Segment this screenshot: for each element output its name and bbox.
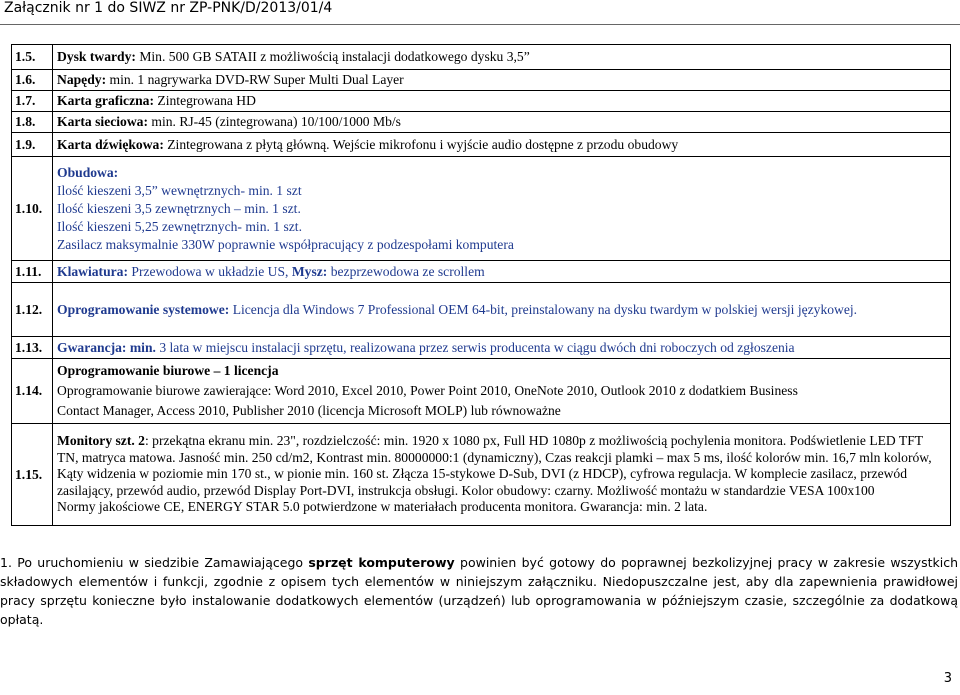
row-number: 1.10. bbox=[12, 157, 53, 261]
footnote-bold: sprzęt komputerowy bbox=[308, 555, 455, 570]
row-label: Oprogramowanie systemowe: bbox=[57, 302, 230, 317]
row-text: 3 lata w miejscu instalacji sprzętu, realizowana przez serwis producenta w ciągu dwóch dni roboczych od zgłoszenia bbox=[155, 339, 795, 355]
case-line-1: Ilość kieszeni 3,5” wewnętrznych- min. 1 szt bbox=[57, 182, 302, 198]
office-line-2: Contact Manager, Access 2010, Publisher 2010 (licencja Microsoft MOLP) lub równoważne bbox=[57, 403, 561, 418]
row-label: Karta sieciowa: bbox=[57, 114, 148, 129]
row-content bbox=[53, 359, 951, 424]
row-content bbox=[53, 283, 951, 337]
table-row bbox=[12, 424, 951, 526]
row-content bbox=[53, 45, 951, 70]
footnote bbox=[0, 553, 958, 629]
case-line-2: Ilość kieszeni 3,5 zewnętrznych – min. 1 szt. bbox=[57, 200, 301, 216]
row-content bbox=[53, 424, 951, 526]
row-text: Zintegrowana HD bbox=[154, 93, 256, 108]
row-label: Karta dźwiękowa: bbox=[57, 136, 164, 152]
row-number: 1.13. bbox=[12, 337, 53, 359]
row-text: : przekątna ekranu min. 23", rozdzielczość: min. 1920 x 1080 px, Full HD 1080p z możliwością pochylenia monitora. Podświetlenie LED TFT TN, matryca matowa. Jasność min. 250 cd/m2, Kontrast min. 80000000:1 (dynamiczny), Czas reakcji plamki – max 5 ms, ilość kolorów min. 16,7 mln kolorów, Kąty widzenia w poziomie min 170 st., w pionie min. 160 st. Złącza 15-stykowe D-Sub, DVI (z HDCP), cyfrowa regulacja. W komplecie zasilacz, przewód zasilający, przewód audio, przewód Display Port-DVI, instrukcja obsługi. Kolor obudowy: czarny. Możliwość montażu w standardzie VESA 100x100 bbox=[57, 433, 932, 498]
row-number: 1.5. bbox=[12, 45, 53, 70]
row-text: min. 1 nagrywarka DVD-RW Super Multi Dual Layer bbox=[106, 72, 404, 87]
row-label: Dysk twardy: bbox=[57, 49, 136, 64]
row-text: Zintegrowana z płytą główną. bbox=[163, 136, 330, 152]
row-content bbox=[53, 157, 951, 261]
table-row bbox=[12, 261, 951, 283]
header-rule bbox=[0, 24, 960, 25]
monitor-description bbox=[57, 433, 932, 498]
row-text: Licencja dla Windows 7 Professional OEM 64-bit, preinstalowany na dysku twardym w polskiej wersji językowej. bbox=[229, 302, 858, 317]
table-row bbox=[12, 112, 951, 133]
row-content bbox=[53, 112, 951, 133]
footnote-pre: 1. Po uruchomieniu w siedzibie Zamawiającego bbox=[0, 555, 309, 570]
case-line-4: Zasilacz maksymalnie 330W poprawnie współpracujący z podzespołami komputera bbox=[57, 236, 514, 252]
row-number: 1.14. bbox=[12, 359, 53, 424]
row-label: Klawiatura: bbox=[57, 263, 128, 279]
row-content bbox=[53, 261, 951, 283]
table-row bbox=[12, 157, 951, 261]
table-row bbox=[12, 337, 951, 359]
row-number: 1.11. bbox=[12, 261, 53, 283]
row-number: 1.9. bbox=[12, 133, 53, 157]
page-number: 3 bbox=[943, 671, 952, 686]
table-row bbox=[12, 283, 951, 337]
row-label: Oprogramowanie biurowe – 1 licencja bbox=[57, 363, 279, 378]
table-row bbox=[12, 133, 951, 157]
row-label: Karta graficzna: bbox=[57, 93, 155, 108]
row-label: Monitory szt. 2 bbox=[57, 433, 145, 449]
table-row bbox=[12, 70, 951, 91]
office-line-1: Oprogramowanie biurowe zawierające: Word 2010, Excel 2010, Power Point 2010, OneNote 2010, Outlook 2010 z dodatkiem Business bbox=[57, 383, 798, 398]
monitor-last-line: Normy jakościowe CE, ENERGY STAR 5.0 potwierdzone w materiałach producenta monitora. Gwarancja: min. 2 lata. bbox=[57, 499, 708, 515]
table-row bbox=[12, 91, 951, 112]
row-number: 1.15. bbox=[12, 424, 53, 526]
row-content bbox=[53, 133, 951, 157]
row-label: Gwarancja: min. bbox=[57, 339, 156, 355]
row-label: Napędy: bbox=[57, 72, 107, 87]
spec-table bbox=[11, 44, 951, 526]
row-number: 1.8. bbox=[12, 112, 53, 133]
row-content bbox=[53, 337, 951, 359]
row-text-2: bezprzewodowa ze scrollem bbox=[327, 263, 485, 279]
row-text: Min. 500 GB SATAII z możliwością instalacji dodatkowego dysku 3,5” bbox=[135, 49, 530, 64]
row-number: 1.12. bbox=[12, 283, 53, 337]
row-label: Obudowa: bbox=[57, 164, 119, 180]
row-text-extra: Wejście mikrofonu i wyjście audio dostępne z przodu obudowy bbox=[329, 136, 679, 152]
row-number: 1.6. bbox=[12, 70, 53, 91]
row-label-2: Mysz: bbox=[291, 263, 328, 279]
document-header: Załącznik nr 1 do SIWZ nr ZP-PNK/D/2013/01/4 bbox=[4, 0, 333, 16]
row-content bbox=[53, 91, 951, 112]
table-row bbox=[12, 359, 951, 424]
footnote-post: powinien być gotowy do poprawnej bezkolizyjnej pracy w zakresie wszystkich składowych elementów i funkcji, zgodnie z opisem tych elementów w niniejszym załączniku. Niedopuszczalne jest, aby dla zapewnienia prawidłowej pracy sprzętu konieczne było instalowanie dodatkowych elementów (urządzeń) lub oprogramowania w późniejszym czasie, szczególnie za dodatkową opłatą. bbox=[0, 555, 958, 627]
row-number: 1.7. bbox=[12, 91, 53, 112]
case-line-3: Ilość kieszeni 5,25 zewnętrznych- min. 1 szt. bbox=[57, 218, 302, 234]
table-row bbox=[12, 45, 951, 70]
row-text: Przewodowa w układzie US, bbox=[127, 263, 292, 279]
row-content bbox=[53, 70, 951, 91]
row-text: min. RJ-45 (zintegrowana) 10/100/1000 Mb/s bbox=[147, 114, 401, 129]
